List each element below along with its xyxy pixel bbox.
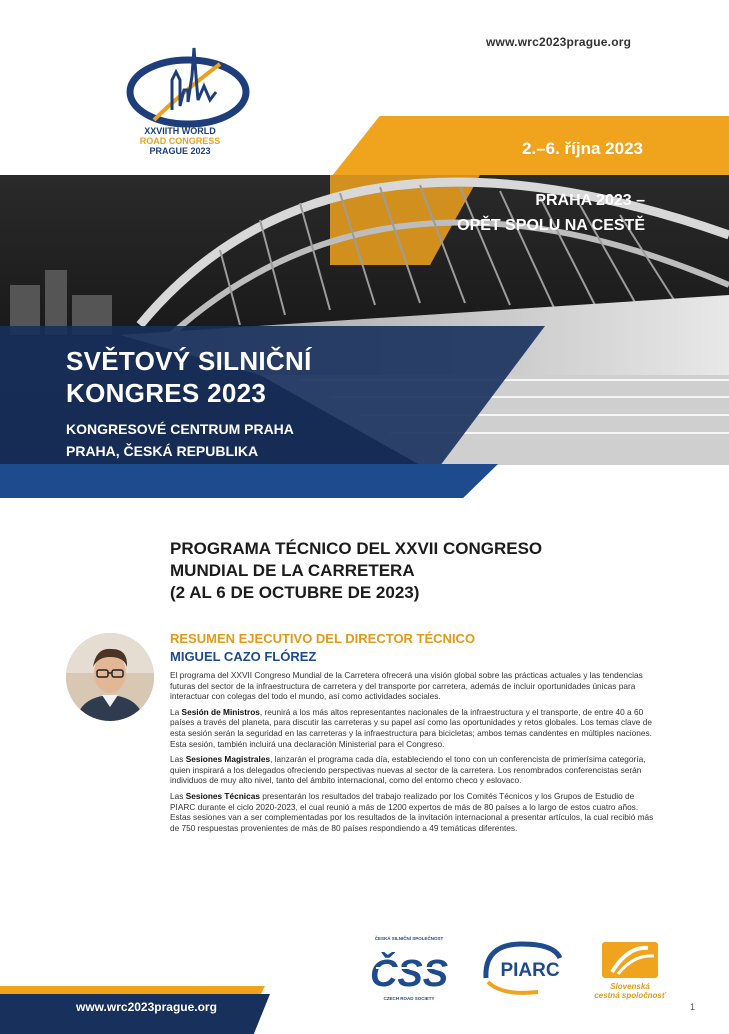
page-number: 1 xyxy=(690,1002,696,1012)
term-ministers: Sesión de Ministros xyxy=(181,706,260,717)
author-portrait xyxy=(66,633,154,721)
paragraph-prefix: La xyxy=(170,706,182,717)
piarc-wordmark: PIARC xyxy=(500,960,560,981)
paragraph-ministers-text: , reunirá a los más altos representantes nacionales de la infraestructura y el transporte, de entre 40 a 60 países a través del planeta, para discutir las carreteras y su papel así como las oportunidades y retos globales. Los temas clave de esta sesión serán la seguridad en las carreteras y la infraestructura para bicicletas; ambos temas candentes en múltiples naciones. Esta sesión, también incluirá una declaración Ministerial para el Congreso. xyxy=(170,706,652,749)
hero-venue xyxy=(66,418,294,462)
paragraph-intro: El programa del XXVII Congreso Mundial de la Carretera ofrecerá una visión global sobre las prácticas actuales y las tendencias futuras del sector de la infraestructura de carretera y del transporte por carretera, además de incluir oportunidades únicas para interactuar con colegas del todo el mundo, así como actividades sociales. xyxy=(170,670,643,702)
csrs-logo xyxy=(370,938,448,1004)
slogan-line-1: PRAHA 2023 – xyxy=(535,192,645,209)
paragraph-ministers xyxy=(170,707,660,749)
logo-wordmark xyxy=(120,126,240,156)
hero-title-line-2: KONGRES 2023 xyxy=(66,378,267,408)
csrs-logo-caption-top: ČESKÁ SILNIČNÍ SPOLEČNOST xyxy=(374,936,444,941)
sss-logo-caption xyxy=(590,982,670,1000)
site-url-top[interactable]: www.wrc2023prague.org xyxy=(486,35,632,49)
hero-title-line-1: SVĚTOVÝ SILNIČNÍ xyxy=(66,346,312,376)
slogan xyxy=(457,188,645,238)
sss-caption-line-2: cestná spoločnosť xyxy=(594,991,666,1000)
hero-venue-line-2: PRAHA, ČESKÁ REPUBLIKA xyxy=(66,443,259,459)
article-title xyxy=(170,538,650,604)
sss-logo xyxy=(598,940,662,980)
section-heading: RESUMEN EJECUTIVO DEL DIRECTOR TÉCNICO xyxy=(170,631,476,646)
article-title-line-2: MUNDIAL DE LA CARRETERA xyxy=(170,561,415,580)
term-technical: Sesiones Técnicas xyxy=(185,790,260,801)
svg-text:ČSS: ČSS xyxy=(370,953,448,995)
logo-line-1: XXVIITH WORLD xyxy=(144,126,216,136)
paragraph-technical xyxy=(170,791,660,833)
term-keynotes: Sesiones Magistrales xyxy=(185,754,271,765)
hero-venue-line-1: KONGRESOVÉ CENTRUM PRAHA xyxy=(66,421,294,437)
logo-line-2: ROAD CONGRESS xyxy=(139,136,221,146)
hero-blue-strip xyxy=(0,464,498,498)
site-url-footer[interactable]: www.wrc2023prague.org xyxy=(76,1000,217,1014)
paragraph-prefix: Las xyxy=(170,754,186,765)
slogan-line-2: OPĚT SPOLU NA CESTĚ xyxy=(457,217,645,234)
sss-caption-line-1: Slovenská xyxy=(610,982,650,991)
logo-line-3: PRAGUE 2023 xyxy=(149,146,211,156)
paragraph-keynotes-text: , lanzarán el programa cada día, estableciendo el tono con un conferencista de primerísima categoría, quien inspirará a los delegados ofreciendo perspectivas nuevas al sector de la carretera. Los renombrados conferencistas serán individuos de muy alto nivel, tanto del ámbito internacional, como del entorno checo y eslovaco. xyxy=(170,754,646,786)
piarc-logo xyxy=(478,938,568,996)
event-date: 2.–6. října 2023 xyxy=(522,139,643,158)
author-name: MIGUEL CAZO FLÓREZ xyxy=(170,649,317,664)
paragraph-keynotes xyxy=(170,754,660,786)
hero-title xyxy=(66,345,312,409)
csrs-logo-caption-bottom: CZECH ROAD SOCIETY xyxy=(383,996,435,1001)
paragraph-technical-text: presentarán los resultados del trabajo realizado por los Comités Técnicos y los Grupos de Estudio de PIARC durante el ciclo 2020-2023, el cual reunió a más de 1200 expertos de más de 80 países a lo largo de estos cuatro años. Estas sesiones van a ser complementadas por los resultados de la invitación internacional a presentar artículos, la cual recibió más de 750 respuestas provenientes de más de 80 países respondiendo a 49 temáticas diferentes. xyxy=(170,790,654,833)
article-body xyxy=(170,670,660,838)
article-title-line-3: (2 AL 6 DE OCTUBRE DE 2023) xyxy=(170,583,420,602)
article-title-line-1: PROGRAMA TÉCNICO DEL XXVII CONGRESO xyxy=(170,539,543,558)
paragraph-prefix: Las xyxy=(170,790,186,801)
